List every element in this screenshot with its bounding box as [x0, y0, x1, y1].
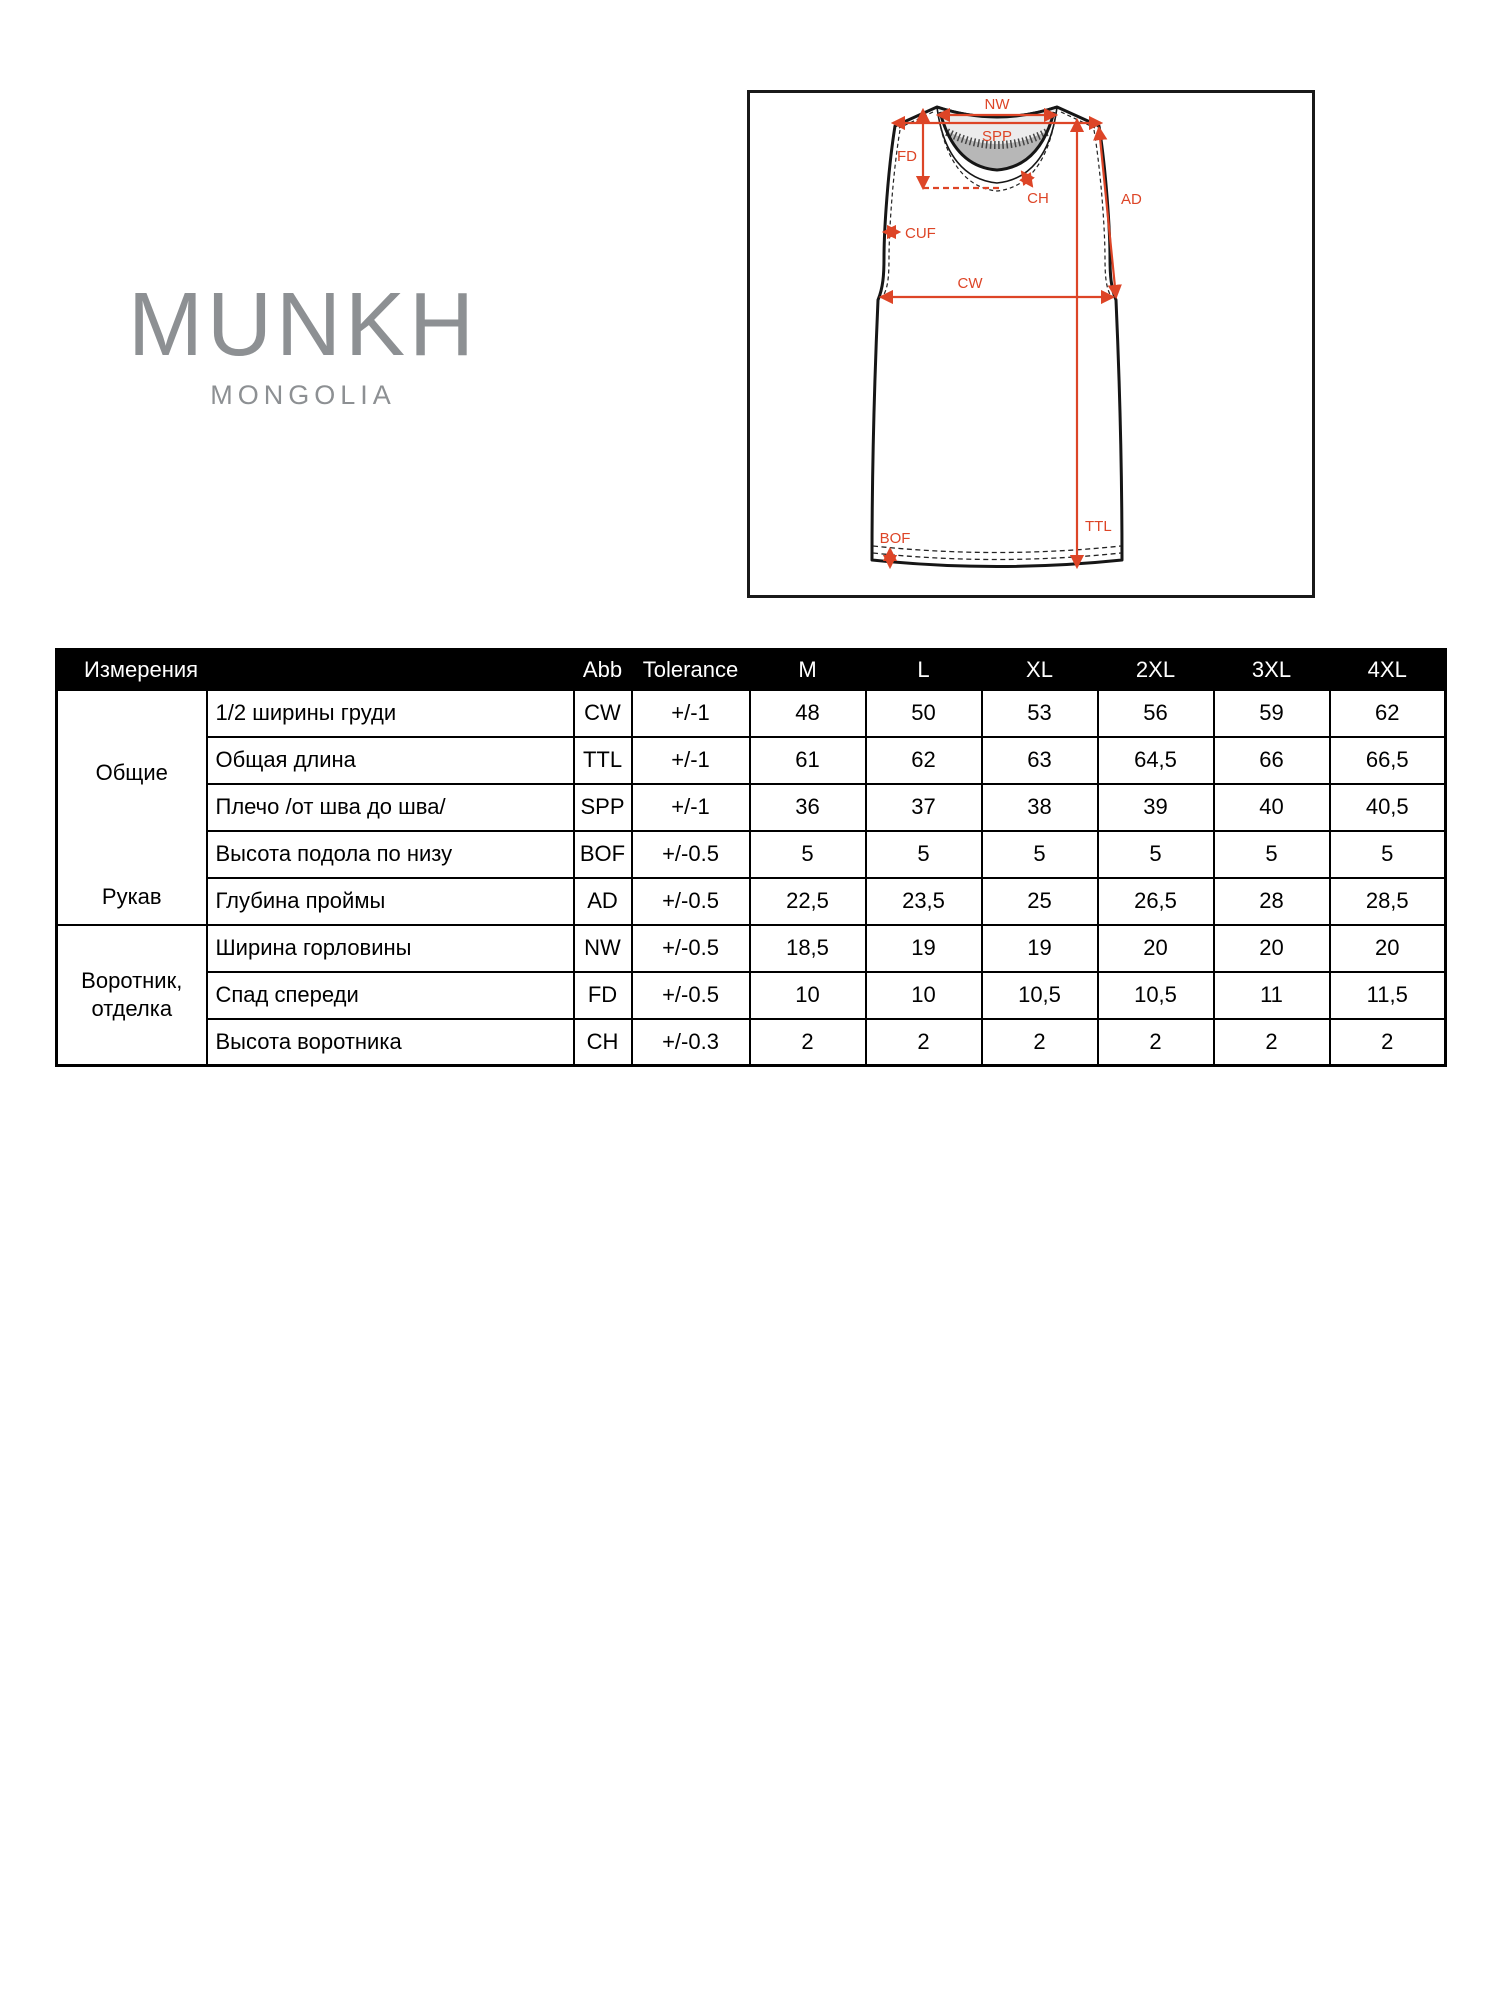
- value-3xl: 2: [1214, 1019, 1330, 1066]
- value-2xl: 64,5: [1098, 737, 1214, 784]
- value-3xl: 59: [1214, 690, 1330, 737]
- table-row: [57, 690, 1446, 737]
- row-name: Ширина горловины: [207, 925, 574, 972]
- value-2xl: 10,5: [1098, 972, 1214, 1019]
- row-tolerance: +/-0.3: [632, 1019, 750, 1066]
- row-name: Высота подола по низу: [207, 831, 574, 878]
- value-4xl: 66,5: [1330, 737, 1446, 784]
- row-name: Высота воротника: [207, 1019, 574, 1066]
- value-m: 61: [750, 737, 866, 784]
- value-m: 10: [750, 972, 866, 1019]
- row-name: 1/2 ширины груди: [207, 690, 574, 737]
- value-2xl: 56: [1098, 690, 1214, 737]
- group-label-general: Общие: [95, 759, 168, 785]
- row-abb: NW: [574, 925, 632, 972]
- tank-top-outline: [872, 107, 1122, 567]
- value-2xl: 5: [1098, 831, 1214, 878]
- value-m: 18,5: [750, 925, 866, 972]
- table-row: [57, 878, 1446, 925]
- ad-label: AD: [1121, 191, 1142, 208]
- group-label-sleeve: Рукав: [101, 883, 162, 909]
- value-xl: 53: [982, 690, 1098, 737]
- table-row: [57, 737, 1446, 784]
- header-tolerance: Tolerance: [632, 650, 750, 690]
- row-abb: BOF: [574, 831, 632, 878]
- value-l: 5: [866, 831, 982, 878]
- value-xl: 19: [982, 925, 1098, 972]
- value-4xl: 28,5: [1330, 878, 1446, 925]
- value-xl: 2: [982, 1019, 1098, 1066]
- value-4xl: 11,5: [1330, 972, 1446, 1019]
- value-l: 19: [866, 925, 982, 972]
- value-2xl: 39: [1098, 784, 1214, 831]
- bof-label: BOF: [879, 530, 911, 547]
- value-2xl: 2: [1098, 1019, 1214, 1066]
- table-row: [57, 784, 1446, 831]
- nw-label: NW: [984, 96, 1010, 113]
- value-4xl: 62: [1330, 690, 1446, 737]
- value-l: 62: [866, 737, 982, 784]
- spp-label: SPP: [981, 128, 1013, 145]
- table-row: [57, 1019, 1446, 1066]
- group-cell-general-sleeve: [57, 690, 207, 925]
- value-l: 23,5: [866, 878, 982, 925]
- header-size-xl: XL: [982, 650, 1098, 690]
- garment-sketch: [747, 90, 1315, 598]
- value-2xl: 26,5: [1098, 878, 1214, 925]
- value-l: 50: [866, 690, 982, 737]
- value-l: 37: [866, 784, 982, 831]
- header-measurements: Измерения: [57, 650, 574, 690]
- value-2xl: 20: [1098, 925, 1214, 972]
- value-l: 10: [866, 972, 982, 1019]
- value-xl: 25: [982, 878, 1098, 925]
- header-abb: Abb: [574, 650, 632, 690]
- value-m: 2: [750, 1019, 866, 1066]
- value-4xl: 40,5: [1330, 784, 1446, 831]
- cuf-label: CUF: [905, 225, 936, 242]
- row-abb: CH: [574, 1019, 632, 1066]
- value-3xl: 20: [1214, 925, 1330, 972]
- value-m: 48: [750, 690, 866, 737]
- row-name: Глубина проймы: [207, 878, 574, 925]
- value-m: 36: [750, 784, 866, 831]
- table-row: [57, 925, 1446, 972]
- value-xl: 5: [982, 831, 1098, 878]
- header-size-m: M: [750, 650, 866, 690]
- cw-label: CW: [957, 275, 983, 292]
- value-m: 22,5: [750, 878, 866, 925]
- value-4xl: 2: [1330, 1019, 1446, 1066]
- value-m: 5: [750, 831, 866, 878]
- row-tolerance: +/-0.5: [632, 925, 750, 972]
- row-abb: FD: [574, 972, 632, 1019]
- row-tolerance: +/-0.5: [632, 831, 750, 878]
- header-size-3xl: 3XL: [1214, 650, 1330, 690]
- brand-name: MUNKH: [128, 275, 478, 375]
- value-3xl: 11: [1214, 972, 1330, 1019]
- value-xl: 38: [982, 784, 1098, 831]
- row-tolerance: +/-0.5: [632, 972, 750, 1019]
- group-cell-collar: Воротник, отделка: [57, 925, 207, 1066]
- header-size-4xl: 4XL: [1330, 650, 1446, 690]
- row-abb: AD: [574, 878, 632, 925]
- value-3xl: 40: [1214, 784, 1330, 831]
- fd-label: FD: [897, 148, 917, 165]
- row-name: Спад спереди: [207, 972, 574, 1019]
- tank-top-diagram: [747, 90, 1315, 598]
- row-name: Плечо /от шва до шва/: [207, 784, 574, 831]
- row-tolerance: +/-1: [632, 784, 750, 831]
- ttl-label: TTL: [1085, 518, 1112, 535]
- value-3xl: 66: [1214, 737, 1330, 784]
- value-3xl: 5: [1214, 831, 1330, 878]
- value-l: 2: [866, 1019, 982, 1066]
- row-name: Общая длина: [207, 737, 574, 784]
- row-tolerance: +/-0.5: [632, 878, 750, 925]
- value-xl: 63: [982, 737, 1098, 784]
- brand-subtitle: MONGOLIA: [210, 380, 396, 410]
- row-tolerance: +/-1: [632, 737, 750, 784]
- ch-label: CH: [1027, 190, 1049, 207]
- value-4xl: 20: [1330, 925, 1446, 972]
- table-row: [57, 831, 1446, 878]
- table-header-row: [57, 650, 1446, 690]
- row-abb: CW: [574, 690, 632, 737]
- size-table: [55, 648, 1447, 1067]
- row-tolerance: +/-1: [632, 690, 750, 737]
- value-3xl: 28: [1214, 878, 1330, 925]
- value-4xl: 5: [1330, 831, 1446, 878]
- header-size-l: L: [866, 650, 982, 690]
- row-abb: SPP: [574, 784, 632, 831]
- row-abb: TTL: [574, 737, 632, 784]
- value-xl: 10,5: [982, 972, 1098, 1019]
- table-row: [57, 972, 1446, 1019]
- header-size-2xl: 2XL: [1098, 650, 1214, 690]
- brand-logo: [125, 275, 481, 410]
